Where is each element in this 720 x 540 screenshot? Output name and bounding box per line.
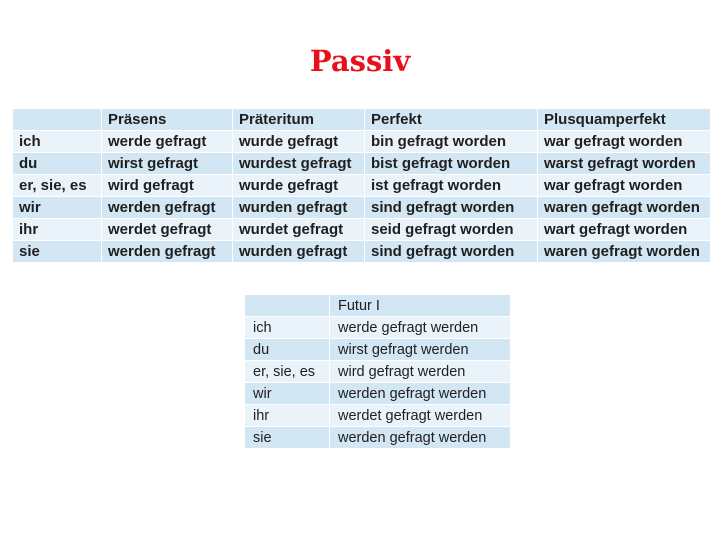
- table-cell: wird gefragt werden: [330, 361, 511, 383]
- header-cell: Präteritum: [233, 109, 365, 131]
- page-title: Passiv: [309, 44, 411, 78]
- table-cell: werden gefragt: [102, 241, 233, 263]
- pronoun-cell: ihr: [245, 405, 330, 427]
- header-cell: Präsens: [102, 109, 233, 131]
- table-cell: war gefragt worden: [538, 131, 711, 153]
- table-cell: werden gefragt: [102, 197, 233, 219]
- header-cell: Futur I: [330, 295, 511, 317]
- table-cell: waren gefragt worden: [538, 197, 711, 219]
- table-cell: bin gefragt worden: [365, 131, 538, 153]
- table-row: [245, 361, 511, 383]
- pronoun-cell: du: [13, 153, 102, 175]
- conjugation-table-futur: [244, 294, 511, 449]
- pronoun-cell: sie: [13, 241, 102, 263]
- table-row: [13, 131, 711, 153]
- table-row: [245, 339, 511, 361]
- table-cell: seid gefragt worden: [365, 219, 538, 241]
- header-cell: [245, 295, 330, 317]
- pronoun-cell: ihr: [13, 219, 102, 241]
- table-row: [13, 219, 711, 241]
- table-row: [245, 383, 511, 405]
- pronoun-cell: sie: [245, 427, 330, 449]
- table-cell: wurden gefragt: [233, 241, 365, 263]
- table-cell: sind gefragt worden: [365, 241, 538, 263]
- table-cell: wird gefragt: [102, 175, 233, 197]
- header-cell: Plusquamperfekt: [538, 109, 711, 131]
- table-cell: sind gefragt worden: [365, 197, 538, 219]
- table-cell: bist gefragt worden: [365, 153, 538, 175]
- table-row: [245, 427, 511, 449]
- table-cell: wurden gefragt: [233, 197, 365, 219]
- table-header-row: [245, 295, 511, 317]
- table-cell: wurde gefragt: [233, 131, 365, 153]
- table-cell: werde gefragt: [102, 131, 233, 153]
- table-cell: wurde gefragt: [233, 175, 365, 197]
- table-cell: wirst gefragt: [102, 153, 233, 175]
- table-row: [13, 175, 711, 197]
- table-cell: werden gefragt werden: [330, 383, 511, 405]
- table-cell: werde gefragt werden: [330, 317, 511, 339]
- header-cell: Perfekt: [365, 109, 538, 131]
- table-cell: werdet gefragt: [102, 219, 233, 241]
- table-cell: war gefragt worden: [538, 175, 711, 197]
- table-cell: wirst gefragt werden: [330, 339, 511, 361]
- table-header-row: [13, 109, 711, 131]
- table-cell: wurdest gefragt: [233, 153, 365, 175]
- table-cell: waren gefragt worden: [538, 241, 711, 263]
- table-cell: werdet gefragt werden: [330, 405, 511, 427]
- table-cell: werden gefragt werden: [330, 427, 511, 449]
- pronoun-cell: wir: [13, 197, 102, 219]
- table-row: [13, 153, 711, 175]
- pronoun-cell: ich: [245, 317, 330, 339]
- pronoun-cell: er, sie, es: [13, 175, 102, 197]
- table-cell: wart gefragt worden: [538, 219, 711, 241]
- conjugation-table-main: [12, 108, 711, 263]
- pronoun-cell: ich: [13, 131, 102, 153]
- table-cell: ist gefragt worden: [365, 175, 538, 197]
- table-cell: wurdet gefragt: [233, 219, 365, 241]
- table-cell: warst gefragt worden: [538, 153, 711, 175]
- table-row: [245, 405, 511, 427]
- table-row: [13, 197, 711, 219]
- header-cell: [13, 109, 102, 131]
- pronoun-cell: wir: [245, 383, 330, 405]
- pronoun-cell: du: [245, 339, 330, 361]
- table-row: [13, 241, 711, 263]
- pronoun-cell: er, sie, es: [245, 361, 330, 383]
- table-row: [245, 317, 511, 339]
